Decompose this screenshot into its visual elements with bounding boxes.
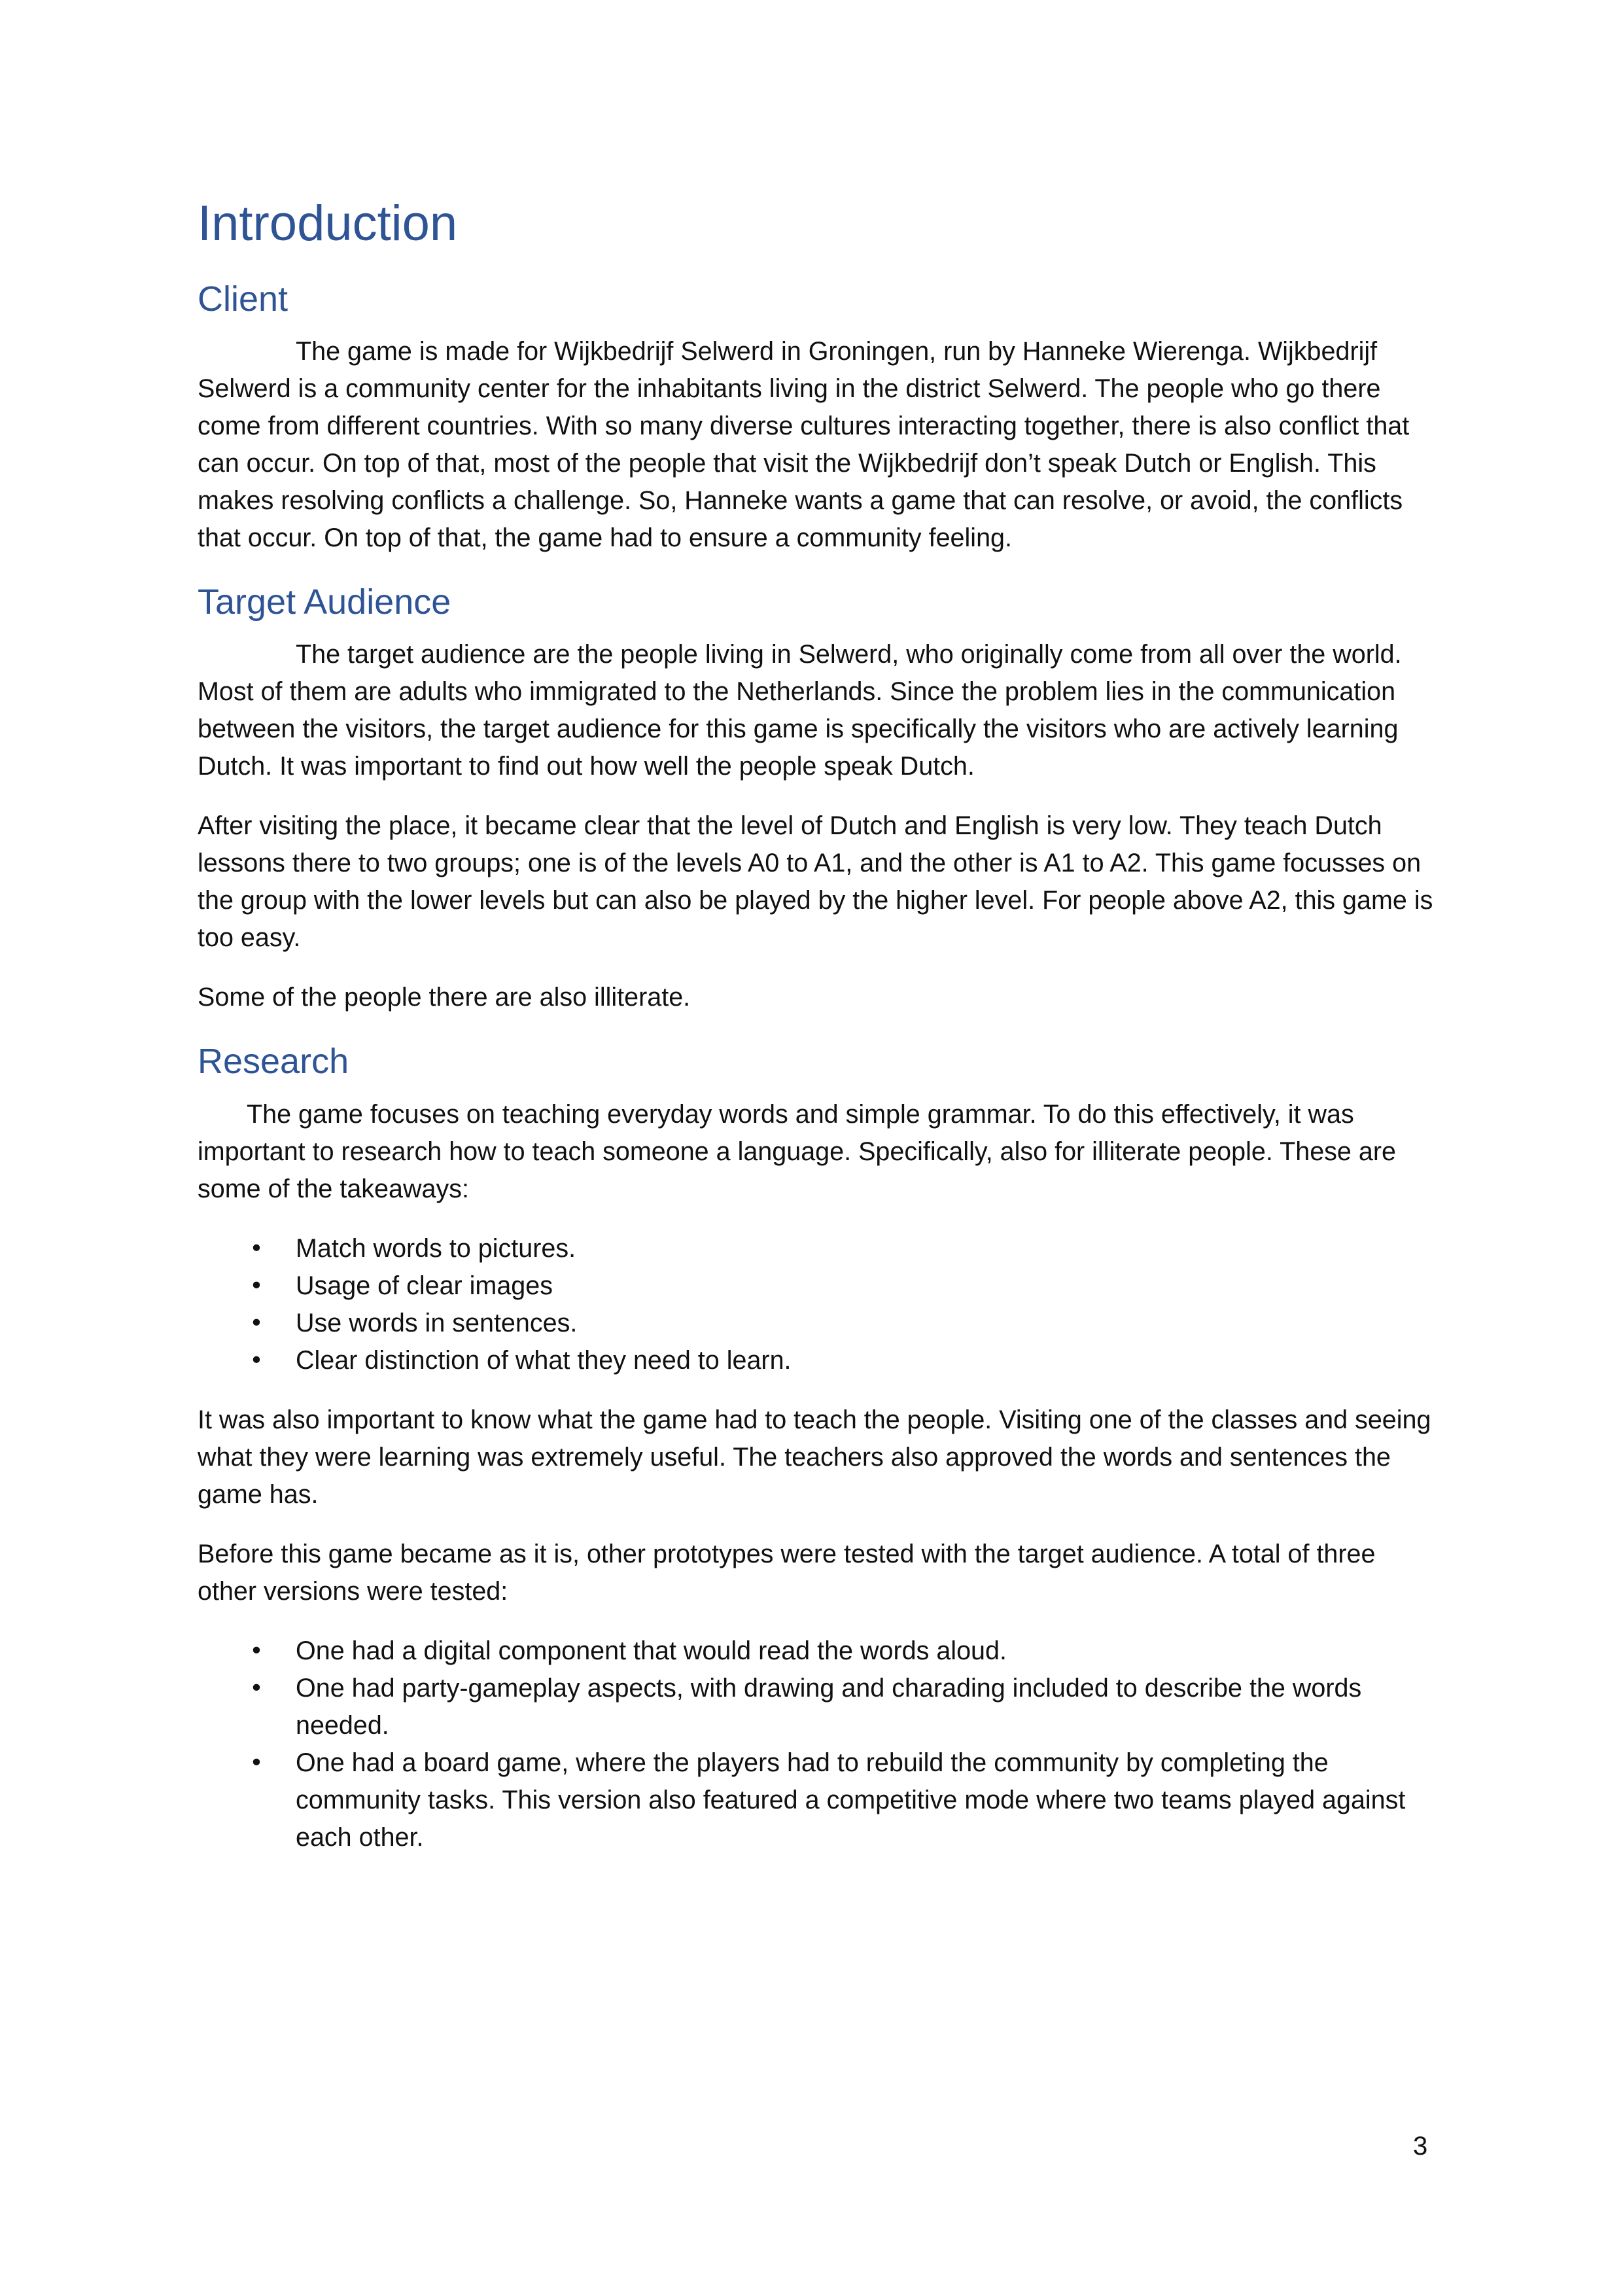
heading-target-audience: Target Audience [198, 582, 451, 622]
list-item-text: Use words in sentences. [296, 1308, 578, 1337]
list-item-text: Match words to pictures. [296, 1233, 576, 1263]
bullet-icon: • [249, 1674, 264, 1702]
list-item [198, 1342, 1440, 1379]
list-item [198, 1305, 1440, 1342]
research-intro: The game focuses on teaching everyday words and simple grammar. To do this effectively, it was important to research how to teach someone a language. Specifically, also for illiterate people. These are some of the takeaways: [198, 1099, 1396, 1203]
bullet-icon: • [249, 1272, 264, 1299]
list-item-text: One had a board game, where the players had to rebuild the community by completing the community tasks. This version also featured a competitive mode where two teams played against each other. [296, 1748, 1406, 1852]
page-title: Introduction [198, 196, 458, 251]
bullet-icon: • [249, 1347, 264, 1374]
prototypes-list [198, 1633, 1440, 1856]
list-item [198, 1633, 1440, 1670]
target-audience-paragraph-3: Some of the people there are also illiterate. [198, 983, 691, 1012]
bullet-icon: • [249, 1637, 264, 1665]
list-item [198, 1230, 1440, 1267]
list-item-text: One had a digital component that would read the words aloud. [296, 1636, 1007, 1665]
list-item-text: Usage of clear images [296, 1271, 553, 1300]
list-item [198, 1744, 1440, 1856]
list-item-text: Clear distinction of what they need to learn. [296, 1345, 792, 1375]
research-paragraph-3: Before this game became as it is, other prototypes were tested with the target audience. A total of three other versions were tested: [198, 1539, 1376, 1606]
page-number: 3 [1413, 2132, 1428, 2161]
bullet-icon: • [249, 1309, 264, 1337]
list-item [198, 1670, 1440, 1744]
document-page [198, 196, 1440, 1879]
client-paragraph: The game is made for Wijkbedrijf Selwerd in Groningen, run by Hanneke Wierenga. Wijkbedrijf Selwerd is a community center for the inhabitants living in the district Selwerd. The people who go there come from different countries. With so many diverse cultures interacting together, there is also conflict that can occur. On top of that, most of the people that visit the Wijkbedrijf don’t speak Dutch or English. This makes resolving conflicts a challenge. So, Hanneke wants a game that can resolve, or avoid, the conflicts that occur. On top of that, the game had to ensure a community feeling. [198, 336, 1410, 552]
heading-research: Research [198, 1042, 349, 1082]
list-item-text: One had party-gameplay aspects, with drawing and charading included to describe the words needed. [296, 1673, 1362, 1740]
takeaways-list [198, 1230, 1440, 1379]
target-audience-paragraph-1: The target audience are the people living in Selwerd, who originally come from all over the world. Most of them are adults who immigrated to the Netherlands. Since the problem lies in the communication between the visitors, the target audience for this game is specifically the visitors who are actively learning Dutch. It was important to find out how well the people speak Dutch. [198, 640, 1402, 781]
bullet-icon: • [249, 1749, 264, 1776]
list-item [198, 1267, 1440, 1305]
heading-client: Client [198, 279, 288, 319]
research-paragraph-2: It was also important to know what the game had to teach the people. Visiting one of the classes and seeing what they were learning was extremely useful. The teachers also approved the words and sentences the game has. [198, 1405, 1431, 1509]
target-audience-paragraph-2: After visiting the place, it became clear that the level of Dutch and English is very low. They teach Dutch lessons there to two groups; one is of the levels A0 to A1, and the other is A1 to A2. This game focusses on the group with the lower levels but can also be played by the higher level. For people above A2, this game is too easy. [198, 811, 1433, 953]
bullet-icon: • [249, 1235, 264, 1262]
